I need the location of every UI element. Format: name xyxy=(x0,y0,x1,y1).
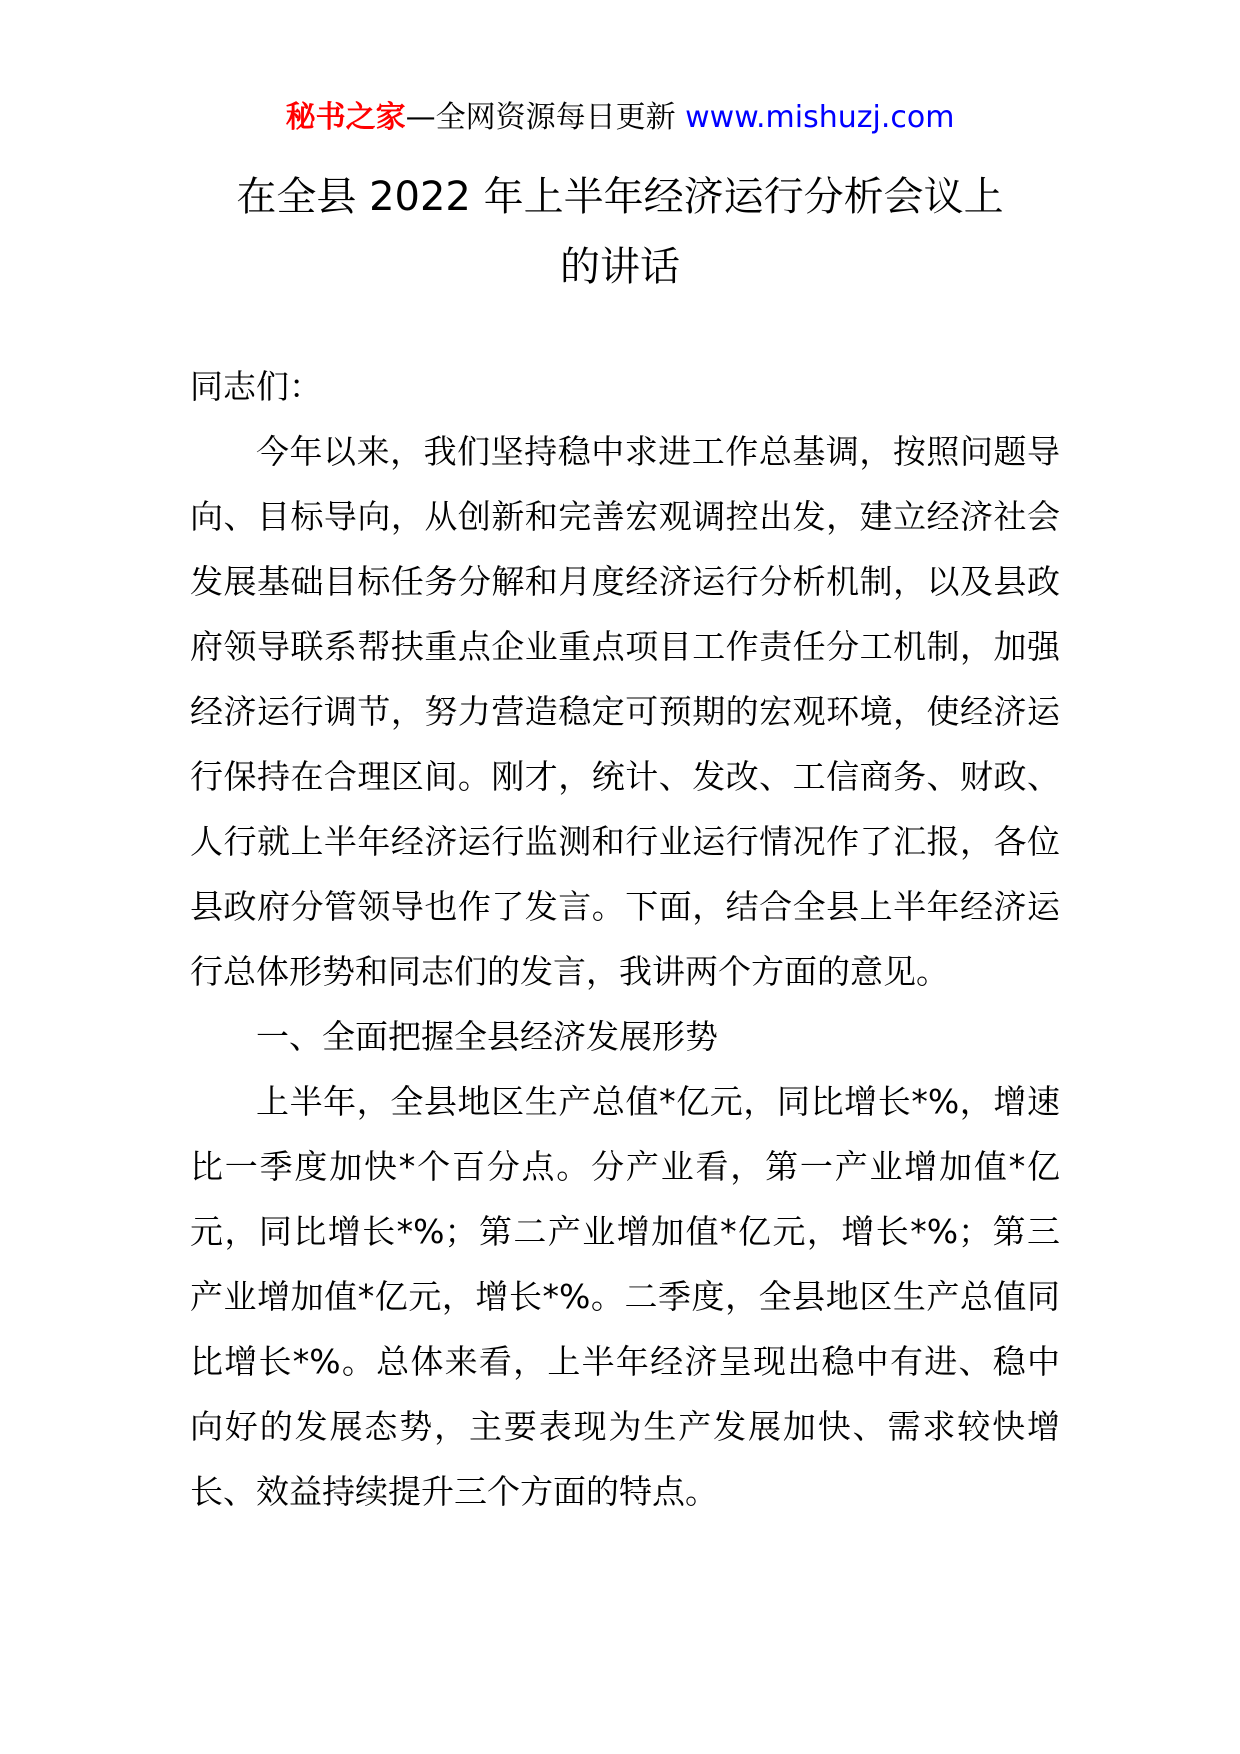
paragraph-economy: 上半年，全县地区生产总值*亿元，同比增长*%，增速比一季度加快*个百分点。分产业看，第一产业增加值*亿元，同比增长*%；第二产业增加值*亿元，增长*%；第三产业增加值*亿元，增长*%。二季度，全县地区生产总值同比增长*%。总体来看，上半年经济呈现出稳中有进、稳中向好的发展态势，主要表现为生产发展加快、需求较快增长、效益持续提升三个方面的特点。 xyxy=(190,1082,1060,1511)
title-line-2: 的讲话 xyxy=(560,244,680,290)
salutation: 同志们： xyxy=(190,367,322,406)
paragraph-intro: 今年以来，我们坚持稳中求进工作总基调，按照问题导向、目标导向，从创新和完善宏观调控出发，建立经济社会发展基础目标任务分解和月度经济运行分析机制，以及县政府领导联系帮扶重点企业重点项目工作责任分工机制，加强经济运行调节，努力营造稳定可预期的宏观环境，使经济运行保持在合理区间。刚才，统计、发改、工信商务、财政、人行就上半年经济运行监测和行业运行情况作了汇报，各位县政府分管领导也作了发言。下面，结合全县上半年经济运行总体形势和同志们的发言，我讲两个方面的意见。 xyxy=(190,432,1060,991)
document-title xyxy=(160,162,1080,302)
site-header xyxy=(0,98,1240,138)
site-slogan: —全网资源每日更新 xyxy=(405,100,686,135)
brand-name: 秘书之家 xyxy=(285,100,406,135)
site-url[interactable]: www.mishuzj.com xyxy=(685,100,955,135)
title-line-1: 在全县 2022 年上半年经济运行分析会议上 xyxy=(236,174,1004,220)
section-heading-1: 一、全面把握全县经济发展形势 xyxy=(256,1017,718,1056)
document-body xyxy=(190,354,1060,1524)
